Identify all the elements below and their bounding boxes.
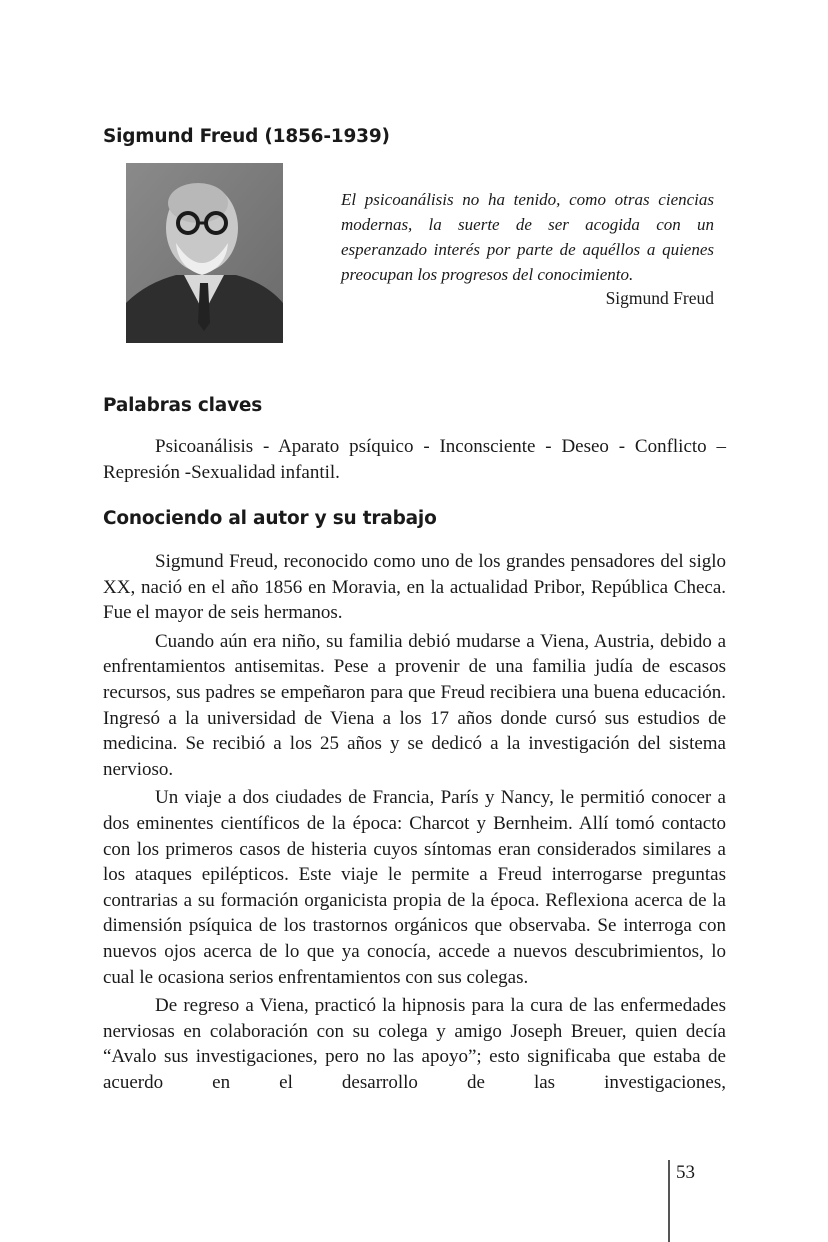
section-heading: Conociendo al autor y su trabajo — [103, 508, 437, 529]
paragraph: Un viaje a dos ciudades de Francia, París y Nancy, le permitió conocer a dos eminentes científicos de la época: Charcot y Bernheim. Allí tomó contacto con los primeros casos de histeria cuyos síntomas eran considerados similares a los ataques epilépticos. Este viaje le permite a Freud interrogarse preguntas contrarias a su formación organicista propia de la época. Reflexiona acerca de la dimensión psíquica de los trastornos orgánicos que observaba. Se interroga con nuevos ojos acerca de lo que ya conocía, accede a nuevos descubrimientos, lo cual le ocasiona serios enfrentamientos con sus colegas. — [103, 787, 726, 988]
paragraph: De regreso a Viena, practicó la hipnosis para la cura de las enfermedades nerviosas en colaboración con su colega y amigo Joseph Breuer, quien decía “Avalo sus investigaciones, pero no las apoyo”; esto significaba que estaba de acuerdo en el desarrollo de las investigaciones, — [103, 995, 726, 1093]
paragraph: Sigmund Freud, reconocido como uno de los grandes pensadores del siglo XX, nació en el año 1856 en Moravia, en la actualidad Pribor, República Checa. Fue el mayor de seis hermanos. — [103, 551, 726, 624]
freud-portrait-photo — [126, 163, 283, 343]
page-title: Sigmund Freud (1856-1939) — [103, 126, 390, 147]
section-body — [103, 549, 726, 1098]
keywords-text: Psicoanálisis - Aparato psíquico - Inconsciente - Deseo - Conflicto – Represión -Sexualidad infantil. — [103, 436, 726, 483]
keywords-block — [103, 434, 726, 488]
keywords-heading: Palabras claves — [103, 395, 263, 416]
page-number: 53 — [676, 1162, 695, 1183]
epigraph-author: Sigmund Freud — [605, 288, 714, 308]
page-number-rule — [668, 1160, 670, 1242]
paragraph: Cuando aún era niño, su familia debió mudarse a Viena, Austria, debido a enfrentamientos antisemitas. Pese a provenir de una familia judía de escasos recursos, sus padres se empeñaron para que Freud recibiera una buena educación. Ingresó a la universidad de Viena a los 17 años donde cursó sus estudios de medicina. Se recibió a los 25 años y se dedicó a la investigación del sistema nervioso. — [103, 630, 726, 780]
epigraph-quote: El psicoanálisis no ha tenido, como otras ciencias modernas, la suerte de ser acogida con un esperanzado interés por parte de aquéllos a quienes preocupan los progresos del conocimiento. — [341, 190, 714, 284]
